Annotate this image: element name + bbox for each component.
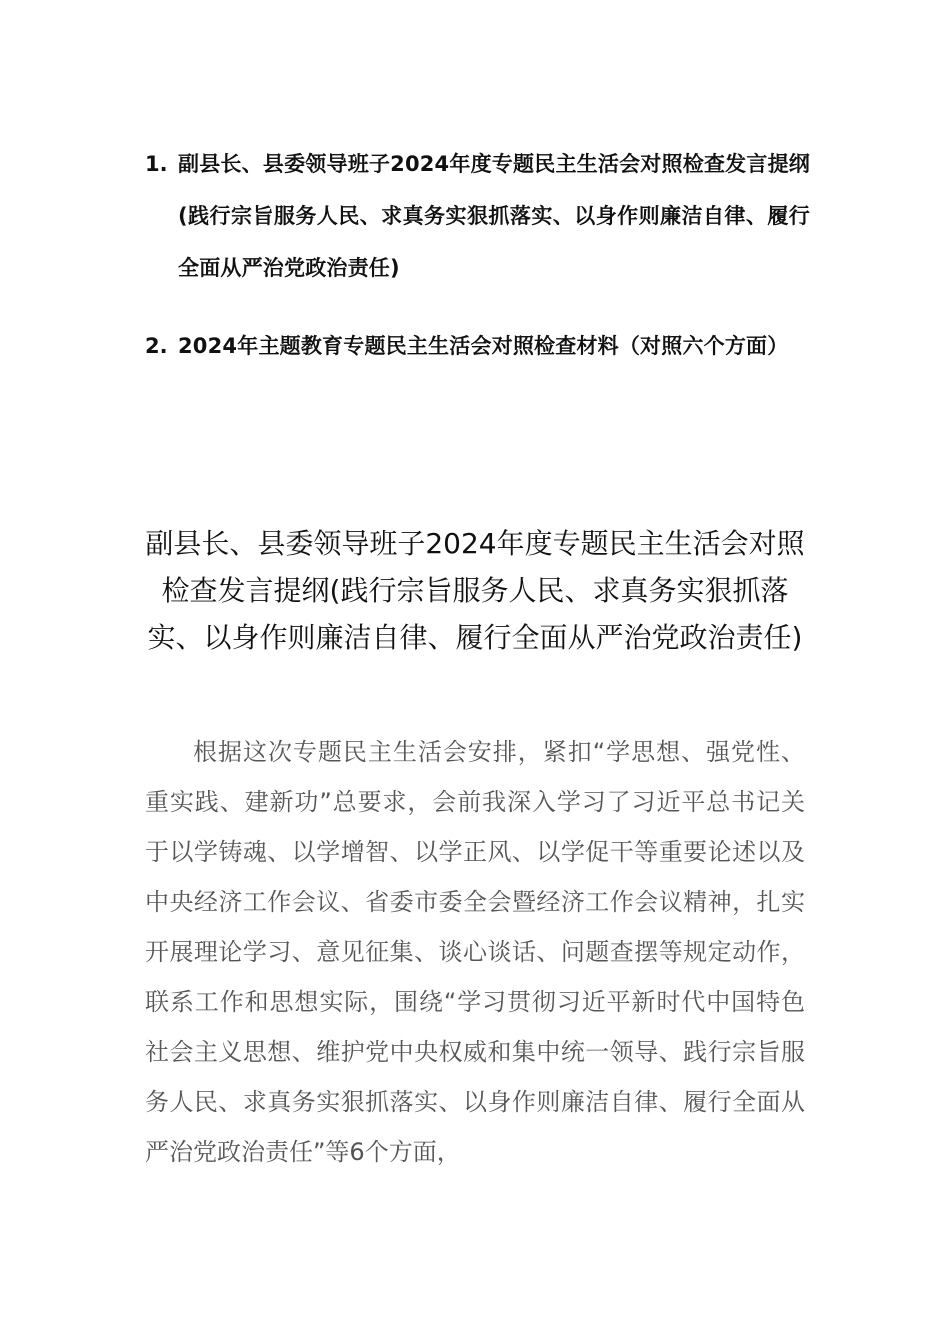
- toc-item-number: 2.: [145, 334, 168, 358]
- toc-item-number: 1.: [145, 152, 168, 176]
- document-title: 副县长、县委领导班子2024年度专题民主生活会对照检查发言提纲(践行宗旨服务人民、求真务实狠抓落实、以身作则廉洁自律、履行全面从严治党政治责任): [145, 527, 805, 654]
- toc-item-text: 2024年主题教育专题民主生活会对照检查材料（对照六个方面）: [178, 334, 789, 358]
- table-of-contents: [145, 138, 810, 372]
- body-paragraph: 根据这次专题民主生活会安排，紧扣“学思想、强党性、重实践、建新功”总要求，会前我深入学习了习近平总书记关于以学铸魂、以学增智、以学正风、以学促干等重要论述以及中央经济工作会议、省委市委全会暨经济工作会议精神，扎实开展理论学习、意见征集、谈心谈话、问题查摆等规定动作，联系工作和思想实际，围绕“学习贯彻习近平新时代中国特色社会主义思想、维护党中央权威和集中统一领导、践行宗旨服务人民、求真务实狠抓落实、以身作则廉洁自律、履行全面从严治党政治责任”等6个方面，: [145, 738, 805, 1166]
- toc-item-text: 副县长、县委领导班子2024年度专题民主生活会对照检查发言提纲(践行宗旨服务人民、求真务实狠抓落实、以身作则廉洁自律、履行全面从严治党政治责任): [178, 152, 810, 280]
- toc-item-2[interactable]: [145, 320, 810, 372]
- toc-item-1[interactable]: [145, 138, 810, 294]
